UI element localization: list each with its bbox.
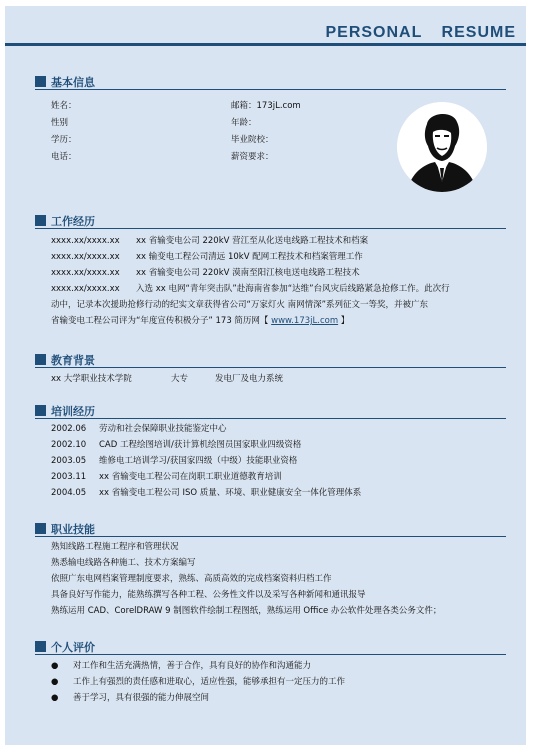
skill-item: 熟知线路工程施工程序和管理状况: [51, 542, 179, 552]
resume-title: PERSONAL RESUME: [325, 24, 516, 41]
skill-item: 具备良好写作能力，能熟练撰写各种工程、公务性文件以及采写各种新闻和通讯报导: [51, 590, 366, 600]
resume-page: [5, 6, 526, 745]
skill-item: 熟练运用 CAD、CorelDRAW 9 制图软件绘制工程图纸，熟练运用 Office 办公软件处理各类公务文件；: [51, 606, 442, 616]
work-section: [35, 214, 506, 329]
basic-info-section: [35, 75, 506, 90]
training-item: 2002.06 劳动和社会保障职业技能鉴定中心: [51, 424, 227, 434]
training-item: 2002.10 CAD 工程绘图培训/获计算机绘图员国家职业四级资格: [51, 440, 302, 450]
section-header: [35, 522, 506, 537]
skills-list: [35, 539, 506, 619]
section-title: 职业技能: [51, 523, 95, 536]
skill-item: 熟悉输电线路各种施工、技术方案编写: [51, 558, 196, 568]
bullet-icon: ●: [51, 677, 59, 687]
section-square-icon: [35, 523, 46, 534]
training-list: [35, 421, 506, 501]
section-title: 培训经历: [51, 405, 95, 418]
header-divider: [5, 43, 526, 46]
section-square-icon: [35, 215, 46, 226]
website-link[interactable]: www.173jL.com: [271, 316, 339, 326]
section-title: 个人评价: [51, 641, 95, 654]
skills-section: [35, 522, 506, 619]
section-title: 基本信息: [51, 76, 95, 89]
skill-item: 依照广东电网档案管理制度要求，熟练、高质高效的完成档案资料归档工作: [51, 574, 332, 584]
work-item: xxxx.xx/xxxx.xx xx 省输变电公司 220kV 营江至从化送电线路工程技术和档案: [51, 236, 369, 246]
degree: 大专: [171, 374, 189, 384]
education-section: [35, 353, 506, 387]
training-item: 2003.11 xx 省输变电工程公司在岗职工职业道德教育培训: [51, 472, 282, 482]
section-header: [35, 404, 506, 419]
section-square-icon: [35, 405, 46, 416]
evaluation-section: [35, 640, 506, 706]
evaluation-item: ● 对工作和生活充满热情，善于合作，具有良好的协作和沟通能力: [51, 658, 506, 674]
gender-label: 性别: [51, 118, 69, 128]
email-label: 邮箱：173jL.com: [231, 101, 301, 111]
name-label: 姓名：: [51, 101, 77, 111]
phone-label: 电话：: [51, 152, 77, 162]
section-header: [35, 75, 506, 90]
work-item-cont: 省输变电工程公司评为“年度宣传积极分子” 173 简历网【 www.173jL.com 】: [51, 316, 350, 326]
bullet-icon: ●: [51, 661, 59, 671]
work-item: xxxx.xx/xxxx.xx xx 输变电工程公司清远 10kV 配网工程技术和档案管理工作: [51, 252, 363, 262]
section-title: 工作经历: [51, 215, 95, 228]
school-name: xx 大学职业技术学院: [51, 374, 132, 384]
bullet-icon: ●: [51, 693, 59, 703]
section-square-icon: [35, 354, 46, 365]
training-item: 2003.05 维修电工培训学习/获国家四级（中级）技能职业资格: [51, 456, 298, 466]
work-item: xxxx.xx/xxxx.xx 入选 xx 电网“青年突击队”赴海南省参加“达维”台风灾后线路紧急抢修工作。此次行: [51, 284, 450, 294]
section-square-icon: [35, 641, 46, 652]
work-list: [35, 233, 506, 329]
section-header: [35, 353, 506, 368]
age-label: 年龄：: [231, 118, 257, 128]
salary-label: 薪资要求：: [231, 152, 274, 162]
training-item: 2004.05 xx 省输变电工程公司 ISO 质量、环境、职业健康安全一体化管理体系: [51, 488, 362, 498]
evaluation-item: ● 善于学习，具有很强的能力伸展空间: [51, 690, 506, 706]
major: 发电厂及电力系统: [215, 374, 284, 384]
profile-photo: [397, 102, 487, 192]
evaluation-list: [35, 658, 506, 706]
training-section: [35, 404, 506, 501]
education-item: [51, 371, 506, 387]
education-label: 学历：: [51, 135, 77, 145]
evaluation-item: ● 工作上有强烈的责任感和进取心，适应性强，能够承担有一定压力的工作: [51, 674, 506, 690]
section-title: 教育背景: [51, 354, 95, 367]
section-square-icon: [35, 76, 46, 87]
section-header: [35, 640, 506, 655]
work-item: xxxx.xx/xxxx.xx xx 省输变电公司 220kV 漠南至阳江核电送电线路工程技术: [51, 268, 360, 278]
portrait-image: [397, 102, 487, 192]
school-label: 毕业院校：: [231, 135, 274, 145]
section-header: [35, 214, 506, 229]
work-item-cont: 动中，记录本次援助抢修行动的纪实文章获得省公司“万家灯火 南网情深”系列征文一等奖，并被广东: [51, 300, 429, 310]
